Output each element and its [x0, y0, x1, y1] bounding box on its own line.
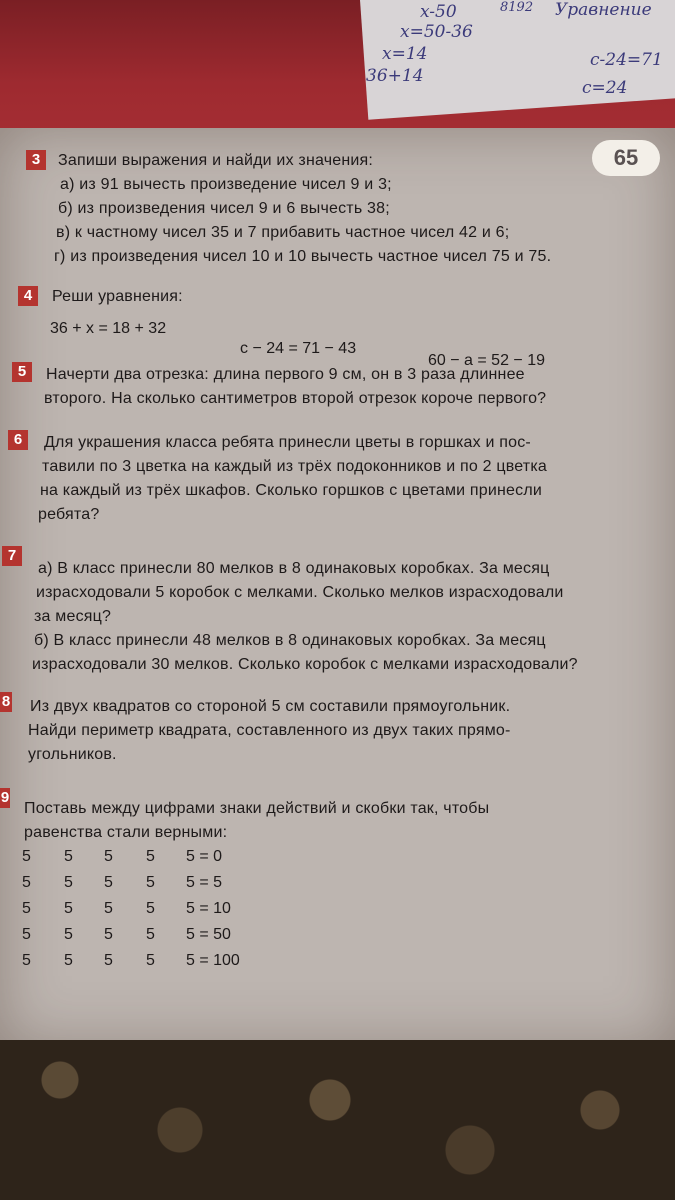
task-item: в) к частному чисел 35 и 7 прибавить частное чисел 42 и 6; [56, 224, 510, 241]
equation: 60 − a = 52 − 19 [428, 352, 545, 369]
digit: 5 [64, 900, 73, 917]
task-text: второго. На сколько сантиметров второй отрезок короче первого? [44, 390, 547, 407]
digit: 5 [146, 874, 155, 891]
handwriting-line: 8192 [500, 0, 534, 15]
handwriting-line: c-24=71 [590, 50, 663, 70]
task-text: израсходовали 30 мелков. Сколько коробок с мелками израсходовали? [32, 656, 578, 673]
background-surface [0, 1040, 675, 1200]
task-text: Для украшения класса ребята принесли цветы в горшках и пос- [44, 434, 531, 451]
task-text: Поставь между цифрами знаки действий и скобки так, чтобы [24, 800, 490, 817]
task-text: угольников. [28, 746, 117, 763]
handwriting-line: Уравнение [555, 0, 652, 20]
digit: 5 [146, 952, 155, 969]
task-text: равенства стали верными: [24, 824, 228, 841]
handwriting-line: x=50-36 [400, 22, 473, 42]
task-text: израсходовали 5 коробок с мелками. Сколько мелков израсходовали [36, 584, 564, 601]
task-number: 3 [26, 150, 46, 170]
task-title: Реши уравнения: [52, 288, 183, 305]
task-text: тавили по 3 цветка на каждый из трёх подоконников и по 2 цветка [42, 458, 547, 475]
task-text: а) В класс принесли 80 мелков в 8 одинаковых коробках. За месяц [38, 560, 550, 577]
task-text: Из двух квадратов со стороной 5 см составили прямоугольник. [30, 698, 511, 715]
digit: 5 [64, 926, 73, 943]
digit: 5 [104, 900, 113, 917]
digit: 5 [22, 874, 31, 891]
handwriting-line: x=14 [382, 44, 428, 64]
task-text: на каждый из трёх шкафов. Сколько горшков с цветами принесли [40, 482, 543, 499]
equation: 36 + x = 18 + 32 [50, 320, 167, 337]
digit: 5 [22, 848, 31, 865]
digit: 5 [104, 926, 113, 943]
equation-result: 5 = 50 [186, 926, 231, 943]
task-title: Запиши выражения и найди их значения: [58, 152, 374, 169]
equation-result: 5 = 0 [186, 848, 223, 865]
equation: c − 24 = 71 − 43 [240, 340, 357, 357]
task-text: ребята? [38, 506, 100, 523]
task-text: Начерти два отрезка: длина первого 9 см, он в 3 раза длиннее [46, 366, 525, 383]
digit: 5 [104, 848, 113, 865]
digit: 5 [104, 952, 113, 969]
digit: 5 [64, 848, 73, 865]
digit: 5 [146, 926, 155, 943]
digit: 5 [104, 874, 113, 891]
task-number: 9 [0, 789, 10, 806]
page-number: 65 [592, 140, 660, 176]
handwriting-line: 36+14 [366, 66, 424, 86]
digit: 5 [146, 848, 155, 865]
digit: 5 [64, 874, 73, 891]
equation-result: 5 = 10 [186, 900, 231, 917]
digit: 5 [22, 926, 31, 943]
task-number: 5 [12, 362, 32, 382]
digit: 5 [22, 900, 31, 917]
task-item: а) из 91 вычесть произведение чисел 9 и 3; [60, 176, 392, 193]
task-item: г) из произведения чисел 10 и 10 вычесть частное чисел 75 и 75. [54, 248, 552, 265]
task-text: за месяц? [34, 608, 112, 625]
task-item: б) из произведения чисел 9 и 6 вычесть 38; [58, 200, 390, 217]
handwriting-line: c=24 [582, 78, 628, 98]
task-number: 8 [1, 693, 11, 710]
handwriting-line: x-50 [420, 2, 457, 22]
equation-result: 5 = 100 [186, 952, 240, 969]
equation-result: 5 = 5 [186, 874, 223, 891]
task-number: 4 [18, 286, 38, 306]
task-number: 7 [2, 546, 22, 566]
digit: 5 [146, 900, 155, 917]
task-text: б) В класс принесли 48 мелков в 8 одинаковых коробках. За месяц [34, 632, 546, 649]
task-text: Найди периметр квадрата, составленного из двух таких прямо- [28, 722, 511, 739]
task-number: 6 [8, 430, 28, 450]
digit: 5 [22, 952, 31, 969]
digit: 5 [64, 952, 73, 969]
